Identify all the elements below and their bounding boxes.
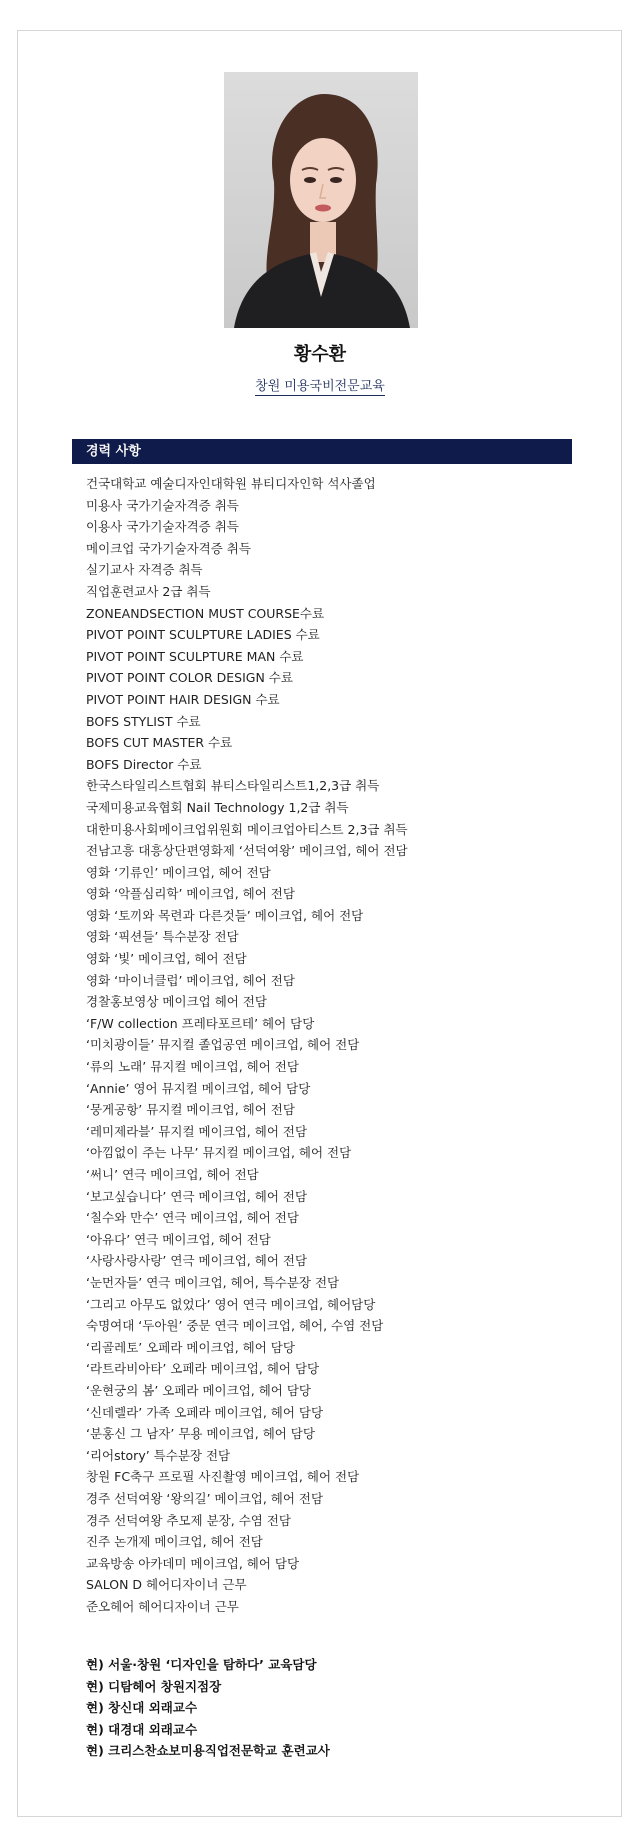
career-item: ‘Annie’ 영어 뮤지컬 메이크업, 헤어 담당: [86, 1080, 311, 1096]
career-item: ‘아유다’ 연극 메이크업, 헤어 전담: [86, 1231, 271, 1247]
career-item: ‘사랑사랑사랑’ 연극 메이크업, 헤어 전담: [86, 1253, 308, 1269]
career-item: ‘눈먼자들’ 연극 메이크업, 헤어, 특수분장 전담: [86, 1274, 340, 1290]
career-item: ‘F/W collection 프레타포르테’ 헤어 담당: [86, 1015, 315, 1031]
portrait-illustration: [224, 72, 418, 328]
career-item: 실기교사 자격증 취득: [86, 562, 203, 578]
career-item: 영화 ‘픽션들’ 특수분장 전담: [86, 929, 239, 945]
current-position-item: 현) 대경대 외래교수: [86, 1721, 198, 1737]
career-item: 영화 ‘빛’ 메이크업, 헤어 전담: [86, 951, 247, 967]
career-item: 영화 ‘악플심리학’ 메이크업, 헤어 전담: [86, 886, 295, 902]
career-item: 경찰홍보영상 메이크업 헤어 전담: [86, 994, 267, 1010]
career-item: 직업훈련교사 2급 취득: [86, 583, 211, 599]
profile-name: 황수환: [293, 344, 347, 365]
career-item: ‘리어story’ 특수분장 전담: [86, 1447, 231, 1463]
career-item: ‘뭉게공항’ 뮤지컬 메이크업, 헤어 전담: [86, 1102, 295, 1118]
career-item: 경주 선덕여왕 ‘왕의길’ 메이크업, 헤어 전담: [86, 1490, 324, 1506]
career-item: 준오헤어 헤어디자이너 근무: [86, 1598, 239, 1614]
current-position-item: 현) 창신대 외래교수: [86, 1700, 198, 1716]
career-item: ‘써니’ 연극 메이크업, 헤어 전담: [86, 1167, 259, 1182]
career-item: 국제미용교육협회 Nail Technology 1,2급 취득: [86, 799, 349, 815]
career-item: 경주 선덕여왕 추모제 분장, 수염 전담: [86, 1512, 291, 1528]
career-item: ‘운현궁의 봄’ 오페라 메이크업, 헤어 담당: [86, 1382, 311, 1398]
career-item: 대한미용사회메이크업위원회 메이크업아티스트 2,3급 취득: [86, 821, 408, 837]
career-item: BOFS CUT MASTER 수료: [86, 735, 233, 751]
career-item: 영화 ‘토끼와 목련과 다른것들’ 메이크업, 헤어 전담: [86, 907, 364, 923]
career-item: 진주 논개제 메이크업, 헤어 전담: [86, 1534, 263, 1550]
career-item: 전남고흥 대흥상단편영화제 ‘선덕여왕’ 메이크업, 헤어 전담: [86, 843, 408, 859]
career-item: 이용사 국가기술자격증 취득: [86, 519, 239, 535]
career-item: 영화 ‘기류인’ 메이크업, 헤어 전담: [86, 864, 271, 880]
career-item: 미용사 국가기술자격증 취득: [86, 497, 239, 513]
career-item: ‘그리고 아무도 없었다’ 영어 연극 메이크업, 헤어담당: [86, 1296, 376, 1312]
career-list: [86, 473, 566, 1617]
career-section-header: 경력 사항: [72, 439, 572, 464]
career-item: 숙명여대 ‘두아원’ 중문 연극 메이크업, 헤어, 수염 전담: [86, 1318, 384, 1334]
career-item: 건국대학교 예술디자인대학원 뷰티디자인학 석사졸업: [86, 476, 376, 491]
career-item: PIVOT POINT SCULPTURE MAN 수료: [86, 648, 304, 664]
career-item: ‘류의 노래’ 뮤지컬 메이크업, 헤어 전담: [86, 1059, 299, 1075]
career-item: ‘아낌없이 주는 나무’ 뮤지컬 메이크업, 헤어 전담: [86, 1145, 352, 1161]
career-item: BOFS STYLIST 수료: [86, 713, 201, 729]
career-item: 메이크업 국가기술자격증 취득: [86, 540, 251, 556]
career-item: ZONEANDSECTION MUST COURSE수료: [86, 605, 325, 621]
career-item: ‘레미제라블’ 뮤지컬 메이크업, 헤어 전담: [86, 1123, 308, 1139]
career-item: PIVOT POINT COLOR DESIGN 수료: [86, 670, 293, 686]
career-item: ‘라트라비아타’ 오페라 메이크업, 헤어 담당: [86, 1361, 320, 1377]
current-position-item: 현) 서울·창원 ‘디자인을 탐하다’ 교육담당: [86, 1657, 317, 1672]
career-item: SALON D 헤어디자이너 근무: [86, 1577, 247, 1593]
career-item: BOFS Director 수료: [86, 756, 202, 772]
career-item: ‘보고싶습니다’ 연극 메이크업, 헤어 전담: [86, 1188, 308, 1204]
career-item: ‘신데렐라’ 가족 오페라 메이크업, 헤어 담당: [86, 1404, 324, 1420]
career-item: 교육방송 아카데미 메이크업, 헤어 담당: [86, 1555, 300, 1571]
career-item: 창원 FC축구 프로필 사진촬영 메이크업, 헤어 전담: [86, 1469, 360, 1485]
career-item: ‘분홍신 그 남자’ 무용 메이크업, 헤어 담당: [86, 1426, 315, 1442]
profile-subtitle-text: 창원 미용국비전문교육: [255, 379, 385, 394]
profile-subtitle: [0, 375, 640, 394]
current-positions-list: [86, 1654, 566, 1762]
current-position-item: 현) 크리스찬쇼보미용직업전문학교 훈련교사: [86, 1743, 330, 1759]
career-item: ‘리골레토’ 오페라 메이크업, 헤어 담당: [86, 1339, 295, 1355]
current-position-item: 현) 디탐헤어 창원지점장: [86, 1678, 222, 1694]
career-item: 한국스타일리스트협회 뷰티스타일리스트1,2,3급 취득: [86, 778, 380, 794]
career-item: PIVOT POINT SCULPTURE LADIES 수료: [86, 627, 320, 643]
career-item: ‘칠수와 만수’ 연극 메이크업, 헤어 전담: [86, 1210, 299, 1226]
profile-photo: [224, 72, 418, 328]
career-item: ‘미치광이들’ 뮤지컬 졸업공연 메이크업, 헤어 전담: [86, 1037, 360, 1053]
career-item: PIVOT POINT HAIR DESIGN 수료: [86, 691, 280, 707]
career-item: 영화 ‘마이너클럽’ 메이크업, 헤어 전담: [86, 972, 295, 988]
